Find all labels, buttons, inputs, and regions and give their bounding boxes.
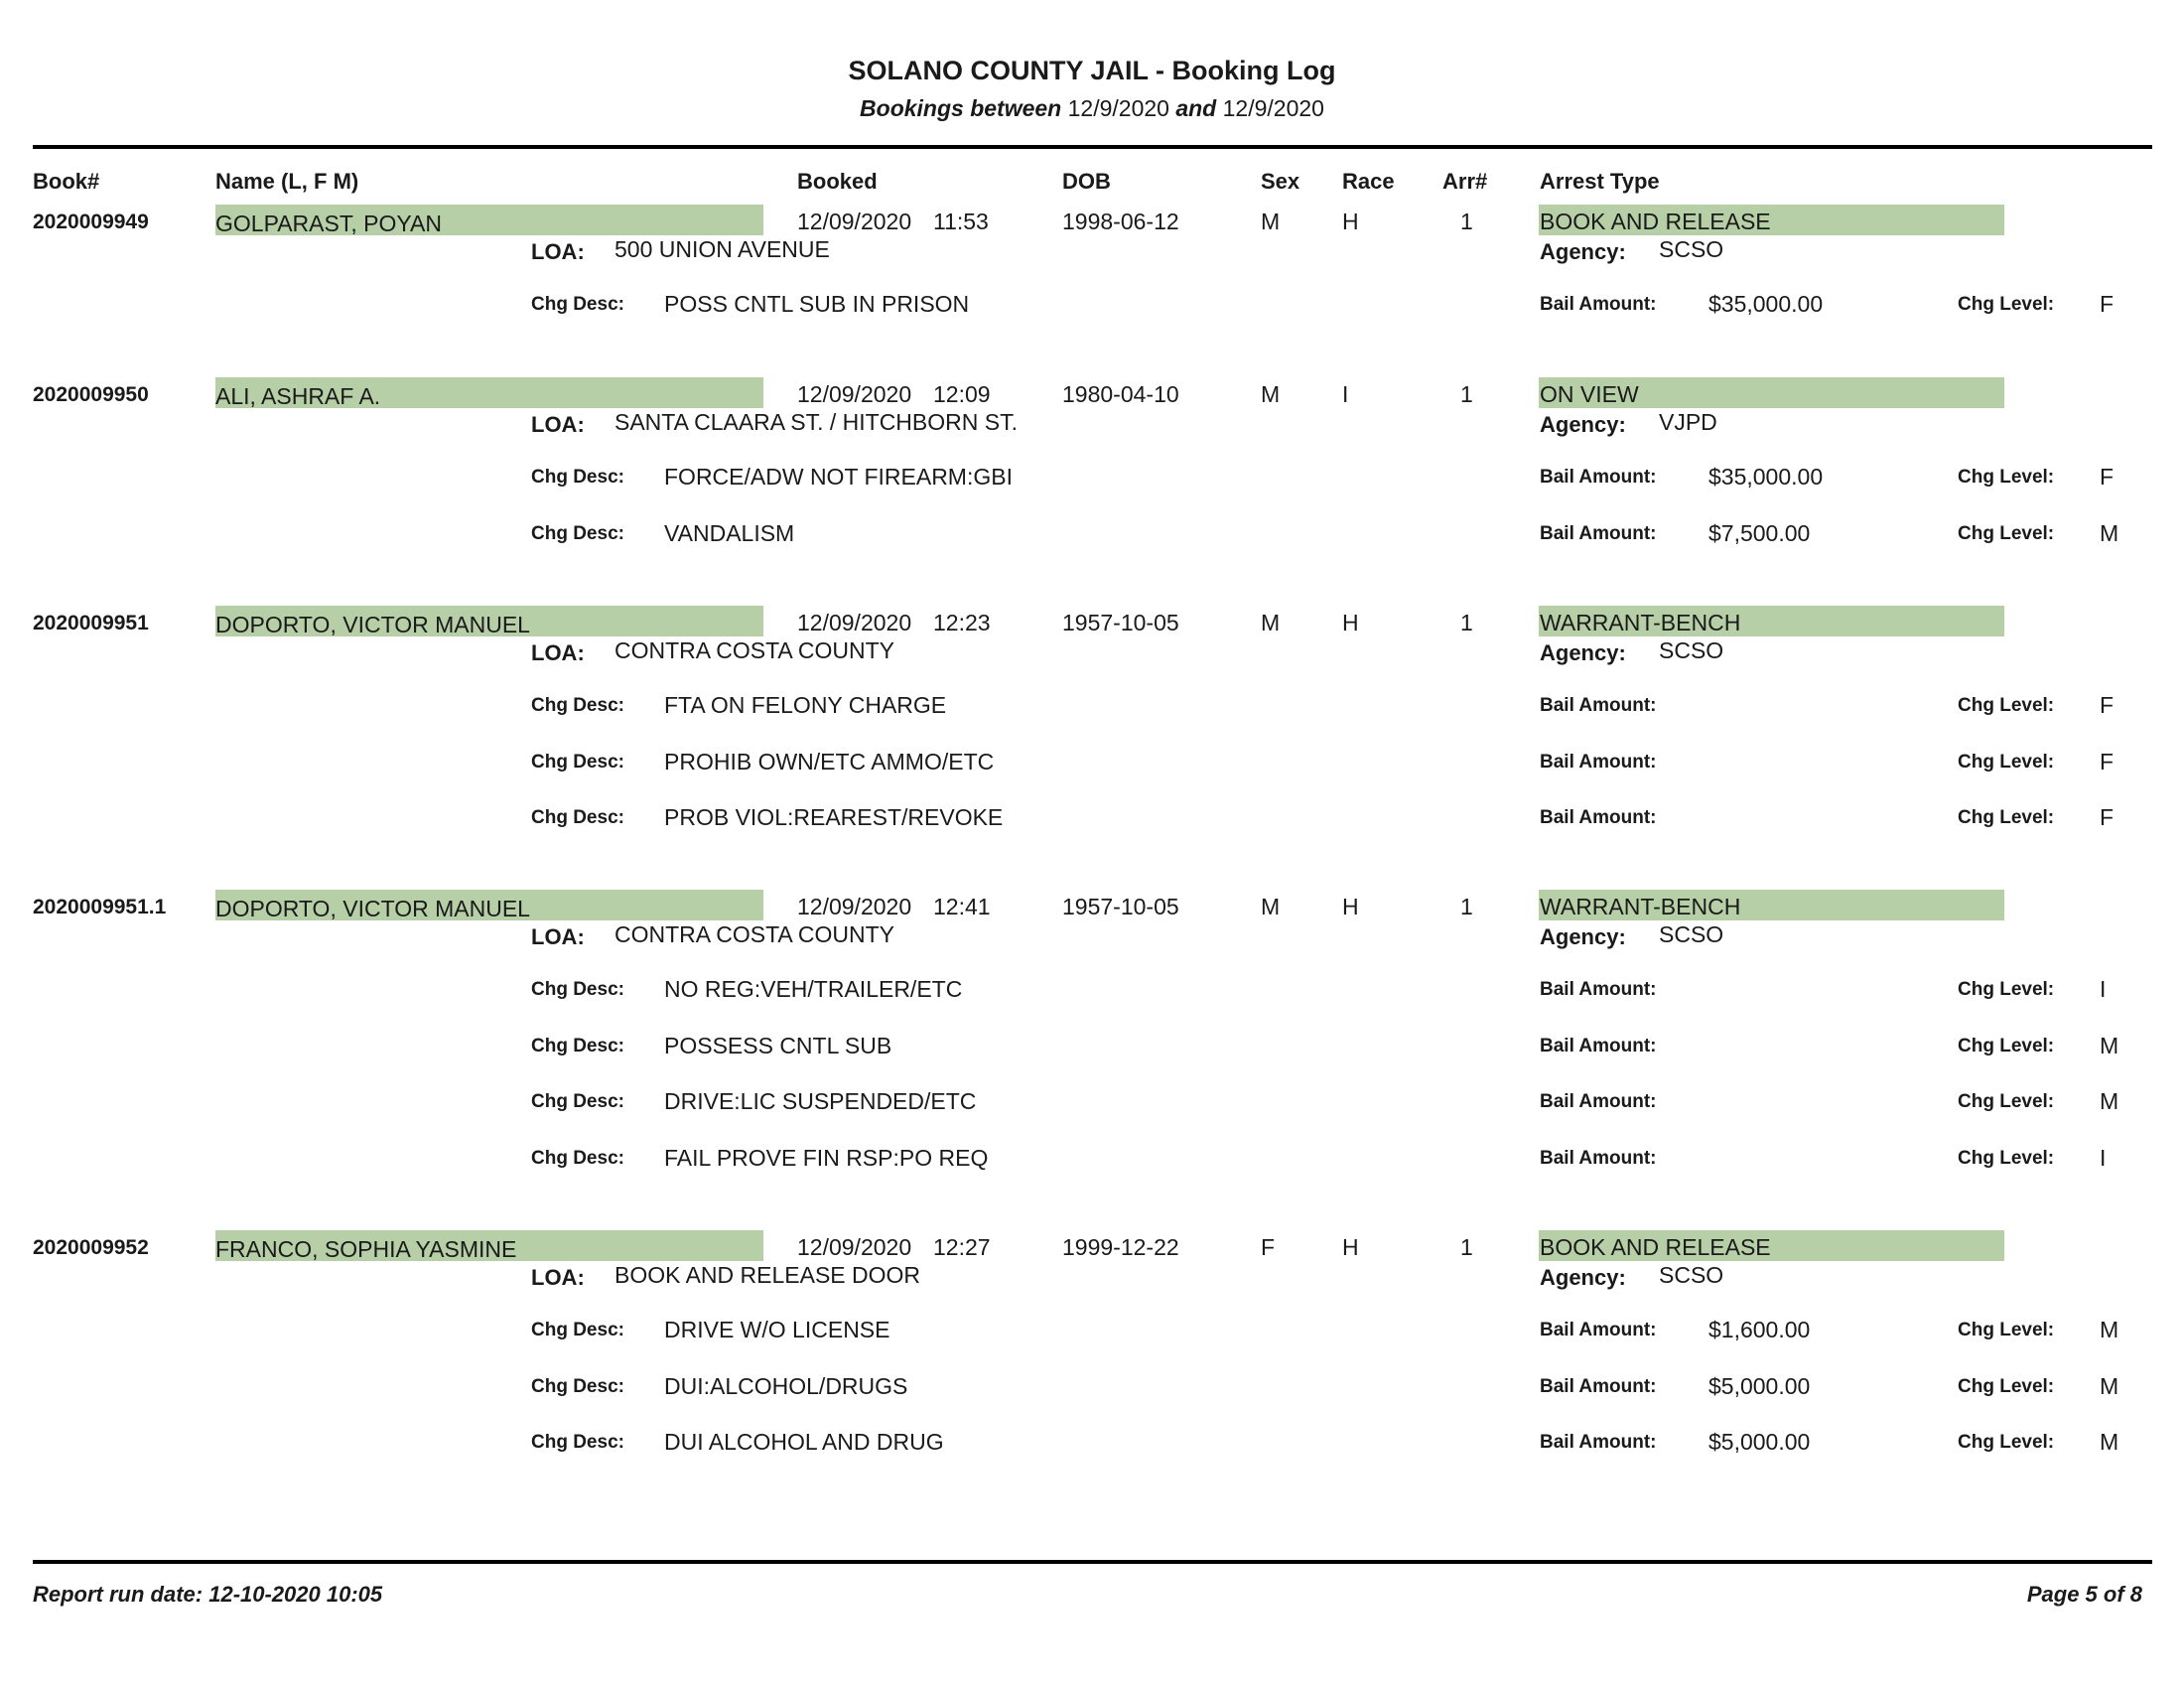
loa-value: CONTRA COSTA COUNTY: [614, 637, 894, 663]
inmate-name: DOPORTO, VICTOR MANUEL: [215, 612, 530, 637]
column-header-booked: Booked: [797, 169, 878, 194]
book-number: 2020009951: [33, 612, 149, 634]
agency-value: SCSO: [1659, 236, 1724, 262]
charge-desc-label: Chg Desc:: [531, 467, 624, 488]
bail-amount: $35,000.00: [1708, 464, 1824, 490]
charge-level-label: Chg Level:: [1958, 294, 2055, 315]
charge-level: F: [2100, 804, 2115, 830]
booked-date: 12/09/2020: [797, 1234, 912, 1260]
agency-label: Agency:: [1540, 924, 1626, 949]
charge-level-label: Chg Level:: [1958, 807, 2055, 828]
booked-date: 12/09/2020: [797, 209, 912, 234]
charge-level: I: [2100, 976, 2107, 1002]
dob: 1957-10-05: [1062, 894, 1179, 919]
charge-level: M: [2100, 1317, 2119, 1342]
charge-desc-label: Chg Desc:: [531, 1320, 624, 1340]
arrest-type: WARRANT-BENCH: [1540, 610, 1741, 635]
booked-time: 12:41: [933, 894, 991, 919]
agency-label: Agency:: [1540, 640, 1626, 665]
book-number: 2020009949: [33, 211, 149, 233]
bail-amount: $7,500.00: [1708, 520, 1811, 546]
bail-amount: $5,000.00: [1708, 1429, 1811, 1455]
bail-amount-label: Bail Amount:: [1540, 1432, 1657, 1453]
booked-date: 12/09/2020: [797, 894, 912, 919]
arrest-type: WARRANT-BENCH: [1540, 894, 1741, 919]
charge-description: DUI:ALCOHOL/DRUGS: [664, 1373, 908, 1399]
loa-label: LOA:: [531, 1265, 585, 1290]
race: I: [1342, 381, 1349, 407]
inmate-name: DOPORTO, VICTOR MANUEL: [215, 896, 530, 921]
arrest-number: 1: [1460, 1234, 1473, 1260]
loa-value: CONTRA COSTA COUNTY: [614, 921, 894, 947]
loa-label: LOA:: [531, 640, 585, 665]
column-header-arr: Arr#: [1442, 169, 1488, 194]
charge-level: M: [2100, 1373, 2119, 1399]
bail-amount-label: Bail Amount:: [1540, 979, 1657, 1000]
report-run-date: Report run date: 12-10-2020 10:05: [33, 1582, 383, 1607]
charge-description: DUI ALCOHOL AND DRUG: [664, 1429, 944, 1455]
charge-desc-label: Chg Desc:: [531, 1036, 624, 1056]
dob: 1980-04-10: [1062, 381, 1179, 407]
agency-label: Agency:: [1540, 1265, 1626, 1290]
race: H: [1342, 1234, 1359, 1260]
sex: F: [1261, 1234, 1276, 1260]
bail-amount-label: Bail Amount:: [1540, 1036, 1657, 1056]
bail-amount: $5,000.00: [1708, 1373, 1811, 1399]
column-header-name: Name (L, F M): [215, 169, 359, 194]
subtitle-date-from: 12/9/2020: [1067, 95, 1169, 121]
race: H: [1342, 894, 1359, 919]
subtitle-prefix: Bookings between: [860, 95, 1062, 121]
charge-level-label: Chg Level:: [1958, 523, 2055, 544]
header-rule: [33, 145, 2152, 149]
charge-level: I: [2100, 1145, 2107, 1171]
sex: M: [1261, 209, 1281, 234]
charge-desc-label: Chg Desc:: [531, 807, 624, 828]
dob: 1957-10-05: [1062, 610, 1179, 635]
inmate-name: GOLPARAST, POYAN: [215, 211, 442, 236]
charge-level-label: Chg Level:: [1958, 1320, 2055, 1340]
charge-level-label: Chg Level:: [1958, 752, 2055, 773]
agency-value: SCSO: [1659, 921, 1724, 947]
arrest-type: BOOK AND RELEASE: [1540, 209, 1771, 234]
agency-label: Agency:: [1540, 412, 1626, 437]
sex: M: [1261, 381, 1281, 407]
charge-level-label: Chg Level:: [1958, 695, 2055, 716]
charge-level: F: [2100, 291, 2115, 317]
charge-desc-label: Chg Desc:: [531, 523, 624, 544]
charge-level: M: [2100, 1033, 2119, 1058]
charge-level-label: Chg Level:: [1958, 1148, 2055, 1169]
booked-time: 11:53: [933, 209, 989, 234]
charge-level: F: [2100, 749, 2115, 774]
charge-desc-label: Chg Desc:: [531, 294, 624, 315]
bail-amount: $1,600.00: [1708, 1317, 1811, 1342]
charge-level: F: [2100, 464, 2115, 490]
loa-label: LOA:: [531, 239, 585, 264]
bail-amount-label: Bail Amount:: [1540, 1091, 1657, 1112]
loa-value: BOOK AND RELEASE DOOR: [614, 1262, 921, 1288]
inmate-name: FRANCO, SOPHIA YASMINE: [215, 1236, 517, 1262]
bail-amount-label: Bail Amount:: [1540, 807, 1657, 828]
subtitle-date-to: 12/9/2020: [1222, 95, 1324, 121]
charge-description: PROHIB OWN/ETC AMMO/ETC: [664, 749, 995, 774]
book-number: 2020009950: [33, 383, 149, 406]
arrest-type: BOOK AND RELEASE: [1540, 1234, 1771, 1260]
agency-value: SCSO: [1659, 1262, 1724, 1288]
charge-desc-label: Chg Desc:: [531, 1376, 624, 1397]
arrest-number: 1: [1460, 894, 1473, 919]
booked-time: 12:27: [933, 1234, 991, 1260]
charge-description: NO REG:VEH/TRAILER/ETC: [664, 976, 963, 1002]
charge-level: M: [2100, 520, 2119, 546]
charge-level-label: Chg Level:: [1958, 1376, 2055, 1397]
agency-value: VJPD: [1659, 409, 1717, 435]
book-number: 2020009952: [33, 1236, 149, 1259]
page-number: Page 5 of 8: [2026, 1582, 2142, 1607]
charge-description: FTA ON FELONY CHARGE: [664, 692, 947, 718]
column-header-dob: DOB: [1062, 169, 1111, 194]
bail-amount-label: Bail Amount:: [1540, 467, 1657, 488]
charge-description: DRIVE W/O LICENSE: [664, 1317, 890, 1342]
charge-level-label: Chg Level:: [1958, 1432, 2055, 1453]
charge-level-label: Chg Level:: [1958, 1036, 2055, 1056]
arrest-type: ON VIEW: [1540, 381, 1639, 407]
sex: M: [1261, 894, 1281, 919]
dob: 1998-06-12: [1062, 209, 1179, 234]
race: H: [1342, 209, 1359, 234]
charge-desc-label: Chg Desc:: [531, 1148, 624, 1169]
bail-amount-label: Bail Amount:: [1540, 1148, 1657, 1169]
bail-amount-label: Bail Amount:: [1540, 695, 1657, 716]
booked-date: 12/09/2020: [797, 381, 912, 407]
inmate-name: ALI, ASHRAF A.: [215, 383, 381, 409]
charge-level: M: [2100, 1088, 2119, 1114]
arrest-number: 1: [1460, 381, 1473, 407]
arrest-number: 1: [1460, 610, 1473, 635]
report-title: SOLANO COUNTY JAIL - Booking Log: [848, 56, 1336, 85]
loa-label: LOA:: [531, 924, 585, 949]
booked-time: 12:23: [933, 610, 991, 635]
loa-value: SANTA CLAARA ST. / HITCHBORN ST.: [614, 409, 1018, 435]
charge-desc-label: Chg Desc:: [531, 1091, 624, 1112]
column-header-race: Race: [1342, 169, 1395, 194]
arrest-number: 1: [1460, 209, 1473, 234]
bail-amount-label: Bail Amount:: [1540, 752, 1657, 773]
bail-amount-label: Bail Amount:: [1540, 1376, 1657, 1397]
booked-date: 12/09/2020: [797, 610, 912, 635]
charge-desc-label: Chg Desc:: [531, 1432, 624, 1453]
charge-description: PROB VIOL:REAREST/REVOKE: [664, 804, 1004, 830]
charge-description: POSS CNTL SUB IN PRISON: [664, 291, 970, 317]
charge-description: DRIVE:LIC SUSPENDED/ETC: [664, 1088, 977, 1114]
race: H: [1342, 610, 1359, 635]
charge-level: F: [2100, 692, 2115, 718]
charge-level-label: Chg Level:: [1958, 979, 2055, 1000]
sex: M: [1261, 610, 1281, 635]
loa-value: 500 UNION AVENUE: [614, 236, 830, 262]
bail-amount-label: Bail Amount:: [1540, 1320, 1657, 1340]
charge-level: M: [2100, 1429, 2119, 1455]
dob: 1999-12-22: [1062, 1234, 1179, 1260]
column-header-sex: Sex: [1261, 169, 1300, 194]
charge-description: FORCE/ADW NOT FIREARM:GBI: [664, 464, 1013, 490]
charge-desc-label: Chg Desc:: [531, 752, 624, 773]
booked-time: 12:09: [933, 381, 991, 407]
charge-description: VANDALISM: [664, 520, 795, 546]
agency-label: Agency:: [1540, 239, 1626, 264]
charge-description: POSSESS CNTL SUB: [664, 1033, 892, 1058]
bail-amount-label: Bail Amount:: [1540, 523, 1657, 544]
loa-label: LOA:: [531, 412, 585, 437]
charge-level-label: Chg Level:: [1958, 467, 2055, 488]
agency-value: SCSO: [1659, 637, 1724, 663]
footer-rule: [33, 1560, 2152, 1564]
charge-description: FAIL PROVE FIN RSP:PO REQ: [664, 1145, 989, 1171]
column-header-arrest-type: Arrest Type: [1540, 169, 1660, 194]
bail-amount: $35,000.00: [1708, 291, 1824, 317]
book-number: 2020009951.1: [33, 896, 167, 918]
bail-amount-label: Bail Amount:: [1540, 294, 1657, 315]
column-header-book: Book#: [33, 169, 100, 194]
charge-desc-label: Chg Desc:: [531, 979, 624, 1000]
report-subtitle: [0, 95, 2184, 122]
subtitle-and: and: [1175, 95, 1217, 121]
charge-desc-label: Chg Desc:: [531, 695, 624, 716]
charge-level-label: Chg Level:: [1958, 1091, 2055, 1112]
